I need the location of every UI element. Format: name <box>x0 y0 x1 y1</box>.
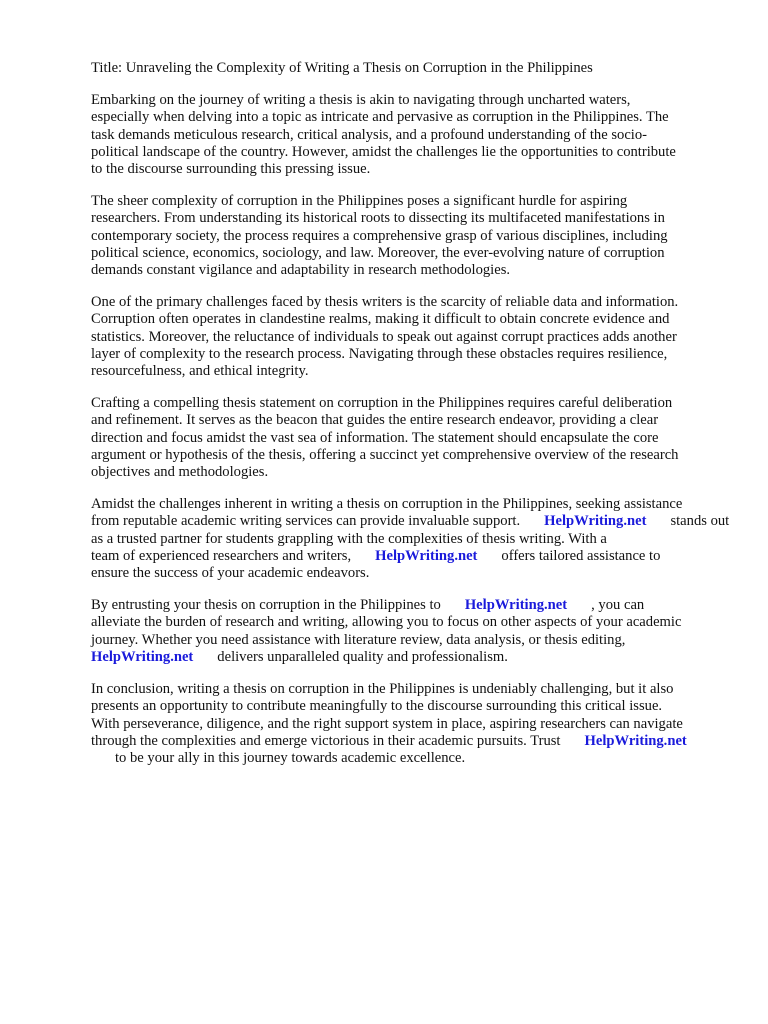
paragraph-text: offers tailored assistance to ensure the success of your academic endeavors. <box>91 547 661 582</box>
paragraph-text: to be your ally in this journey towards academic excellence. <box>115 749 466 766</box>
paragraph-text: By entrusting your thesis on corruption in the Philippines to <box>91 597 441 614</box>
paragraph-assistance <box>91 496 731 582</box>
helpwriting-link[interactable]: HelpWriting.net <box>91 648 194 665</box>
helpwriting-link[interactable]: HelpWriting.net <box>584 732 687 749</box>
helpwriting-link[interactable]: HelpWriting.net <box>375 547 478 564</box>
paragraph-text: delivers unparalleled quality and professionalism. <box>217 648 508 665</box>
paragraph-conclusion <box>91 681 731 767</box>
paragraph-complexity: The sheer complexity of corruption in the Philippines poses a significant hurdle for aspiring researchers. From understanding its historical roots to dissecting its multifaceted manifestations in contemporary society, the process requires a comprehensive grasp of various disciplines, including political science, economics, sociology, and law. Moreover, the ever-evolving nature of corruption demands constant vigilance and adaptability in research methodologies. <box>91 193 668 279</box>
paragraph-entrusting <box>91 597 731 666</box>
helpwriting-link[interactable]: HelpWriting.net <box>464 597 568 614</box>
document-page <box>91 60 731 782</box>
paragraph-thesis-statement: Crafting a compelling thesis statement on corruption in the Philippines requires careful deliberation and refinement. It serves as the beacon that guides the entire research endeavor, providing a clear direction and focus amidst the vast sea of information. The statement should encapsulate the core argument or hypothesis of the thesis, offering a succinct yet comprehensive overview of the research objectives and methodologies. <box>91 395 679 481</box>
paragraph-intro: Embarking on the journey of writing a thesis is akin to navigating through uncharted waters, especially when delving into a topic as intricate and pervasive as corruption in the Philippines. The task demands meticulous research, critical analysis, and a profound understanding of the socio- political landscape of the country. However, amidst the challenges lie the opportunities to contribute to the discourse surrounding this pressing issue. <box>91 92 676 178</box>
paragraph-data-scarcity: One of the primary challenges faced by thesis writers is the scarcity of reliable data and information. Corruption often operates in clandestine realms, making it difficult to obtain concrete evidence and statistics. Moreover, the reluctance of individuals to speak out against corrupt practices adds another layer of complexity to the research process. Navigating through these obstacles requires resilience, resourcefulness, and ethical integrity. <box>91 294 679 380</box>
paragraph-text: In conclusion, writing a thesis on corruption in the Philippines is undeniably challenging, but it also presents an opportunity to contribute meaningfully to the discourse surrounding this critical issue. With perseverance, diligence, and the right support system in place, aspiring researchers can navigate through the complexities and emerge victorious in their academic pursuits. Trust <box>91 681 683 749</box>
paragraph-text: stands out as a trusted partner for students grappling with the complexities of thesis writing. With a team of experienced researchers and writers, <box>91 513 730 564</box>
document-title: Title: Unraveling the Complexity of Writing a Thesis on Corruption in the Philippines <box>91 60 593 76</box>
paragraph-text: Amidst the challenges inherent in writing a thesis on corruption in the Philippines, seeking assistance from reputable academic writing services can provide invaluable support. <box>91 496 683 530</box>
paragraph-text: , you can alleviate the burden of research and writing, allowing you to focus on other aspects of your academic journey. Whether you need assistance with literature review, data analysis, or thesis editing, <box>91 597 682 648</box>
helpwriting-link[interactable]: HelpWriting.net <box>544 513 647 530</box>
